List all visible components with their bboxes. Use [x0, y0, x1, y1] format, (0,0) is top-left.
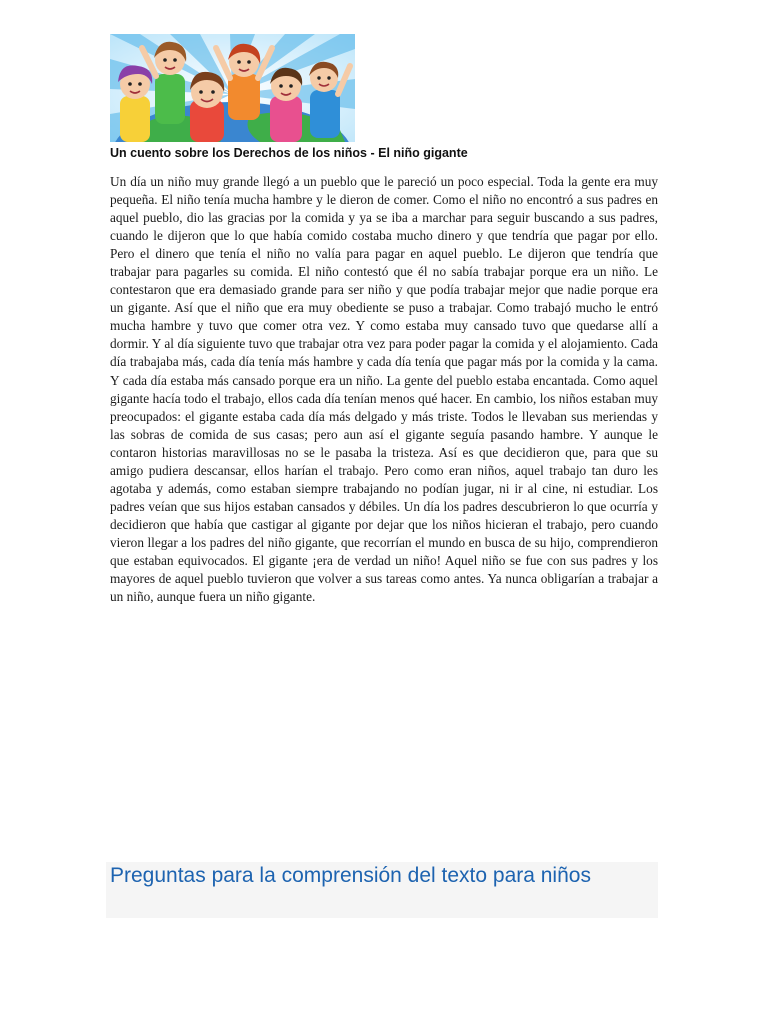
story-title: Un cuento sobre los Derechos de los niños - El niño gigante [110, 146, 468, 160]
children-on-globe-illustration [110, 34, 355, 142]
story-body-paragraph: Un día un niño muy grande llegó a un pueblo que le pareció un poco especial. Toda la gente era muy pequeña. El niño tenía mucha hambre y le dieron de comer. Como el niño no encontró a sus padres en aquel pueblo, dio las gracias por la comida y ya se iba a marchar para seguir buscando a sus padres, cuando le dijeron que lo que había comido costaba mucho dinero y que tendría que pagar por ello. Pero el dinero que tenía el niño no valía para pagar en aquel pueblo. Le dijeron que tendría que trabajar para pagarles su comida. El niño contestó que él no sabía trabajar porque era un niño. Le contestaron que era demasiado grande para ser niño y que podía trabajar mejor que nadie porque era un gigante. Así que el niño que era muy obediente se puso a trabajar. Como trabajó mucho le entró mucha hambre y tuvo que comer otra vez. Y como estaba muy cansado tuvo que quedarse allí a dormir. Y al día siguiente tuvo que trabajar otra vez para poder pagar la comida y el alojamiento. Cada día trabajaba más, cada día tenía más hambre y cada día tenía que pagar más por la comida y la cama. Y cada día estaba más cansado porque era un niño. La gente del pueblo estaba encantada. Como aquel gigante hacía todo el trabajo, ellos cada día tenían menos qué hacer. En cambio, los niños estaban muy preocupados: el gigante estaba cada día más delgado y más triste. Todos le llevaban sus meriendas y las sobras de comida de sus casas; pero aun así el gigante seguía pasando hambre. Y aunque le contaron historias maravillosas no se le pasaba la tristeza. Así es que decidieron que, para que su amigo pudiera descansar, ellos harían el trabajo. Pero como eran niños, aquel trabajo tan duro les agotaba y además, como estaban siempre trabajando no podían jugar, ni ir al cine, ni estudiar. Los padres veían que sus hijos estaban cansados y débiles. Un día los padres descubrieron lo que ocurría y decidieron que había que castigar al gigante por dejar que los niños hicieran el trabajo, pero cuando vieron llegar a los padres del niño gigante, que recorrían el mundo en busca de su hijo, comprendieron que estaban equivocados. El gigante ¡era de verdad un niño! Aquel niño se fue con sus padres y los mayores de aquel pueblo tuvieron que volver a sus tareas como antes. Ya nunca obligarían a trabajar a un niño, aunque fuera un niño gigante. [110, 174, 658, 605]
questions-heading: Preguntas para la comprensión del texto para niños [110, 864, 591, 887]
